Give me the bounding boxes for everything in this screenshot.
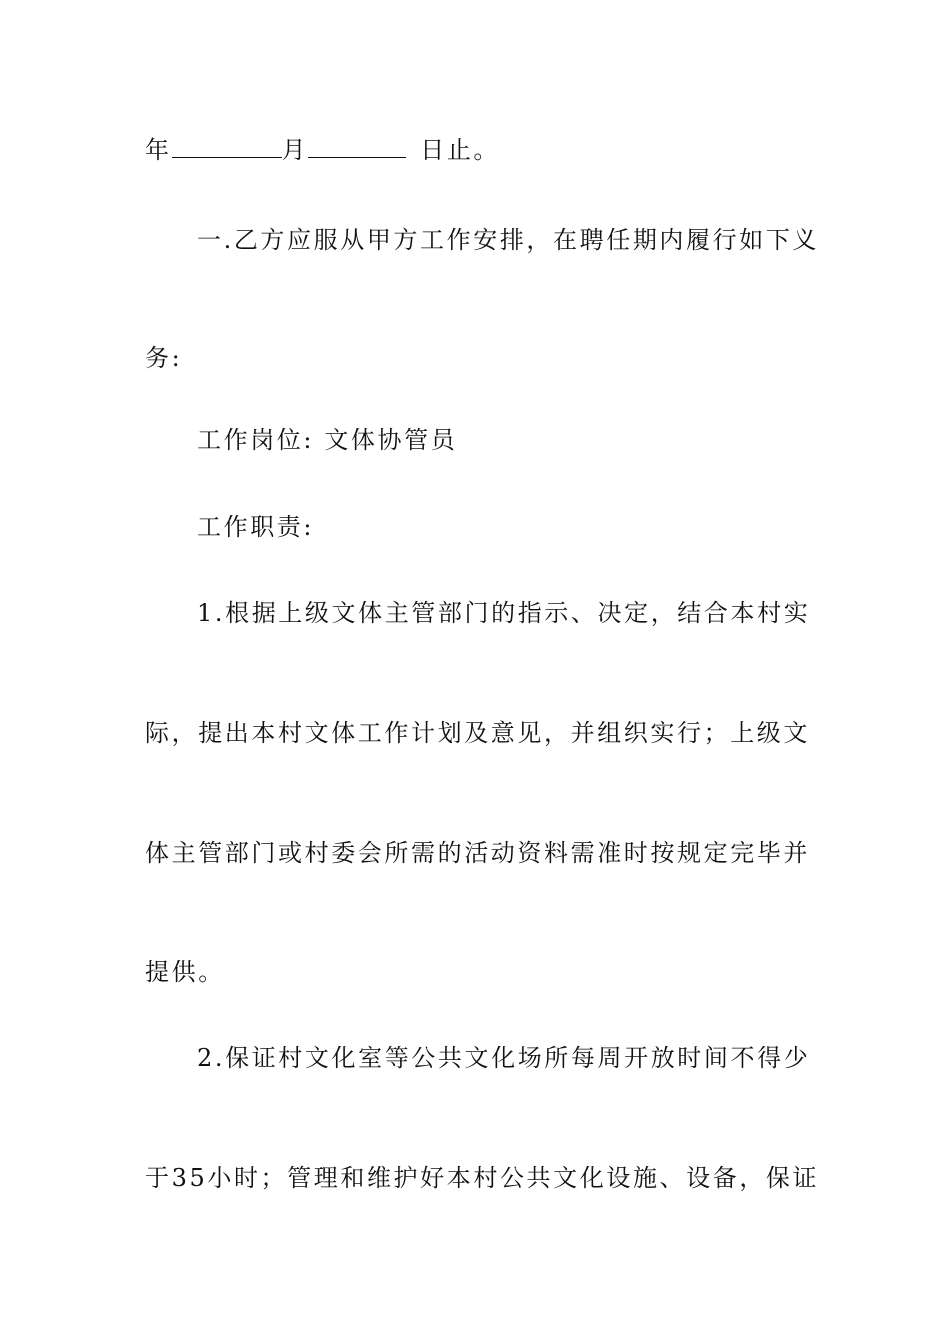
job-duties-heading: 工作职责: (197, 513, 315, 541)
clause-one-line-1: 一.乙方应服从甲方工作安排，在聘任期内履行如下义 (197, 226, 820, 254)
day-blank-field (308, 135, 406, 158)
duty-2-line-1: 2.保证村文化室等公共文化场所每周开放时间不得少 (197, 1044, 811, 1072)
duty-1-line-4: 提供。 (145, 958, 225, 986)
month-label: 月 (281, 136, 309, 164)
clause-one-line-2: 务: (145, 344, 183, 372)
duty-1-line-3: 体主管部门或村委会所需的活动资料需准时按规定完毕并 (145, 839, 810, 867)
job-position-line: 工作岗位: 文体协管员 (197, 426, 458, 454)
duty-1-line-1: 1.根据上级文体主管部门的指示、决定，结合本村实 (197, 599, 811, 627)
year-label: 年 (145, 136, 172, 164)
month-blank-field (172, 135, 282, 158)
duty-1-line-2: 际，提出本村文体工作计划及意见，并组织实行；上级文 (145, 719, 810, 747)
date-line (145, 135, 815, 165)
day-label: 日止。 (420, 136, 501, 164)
duty-2-line-2: 于35小时；管理和维护好本村公共文化设施、设备，保证 (145, 1164, 820, 1192)
